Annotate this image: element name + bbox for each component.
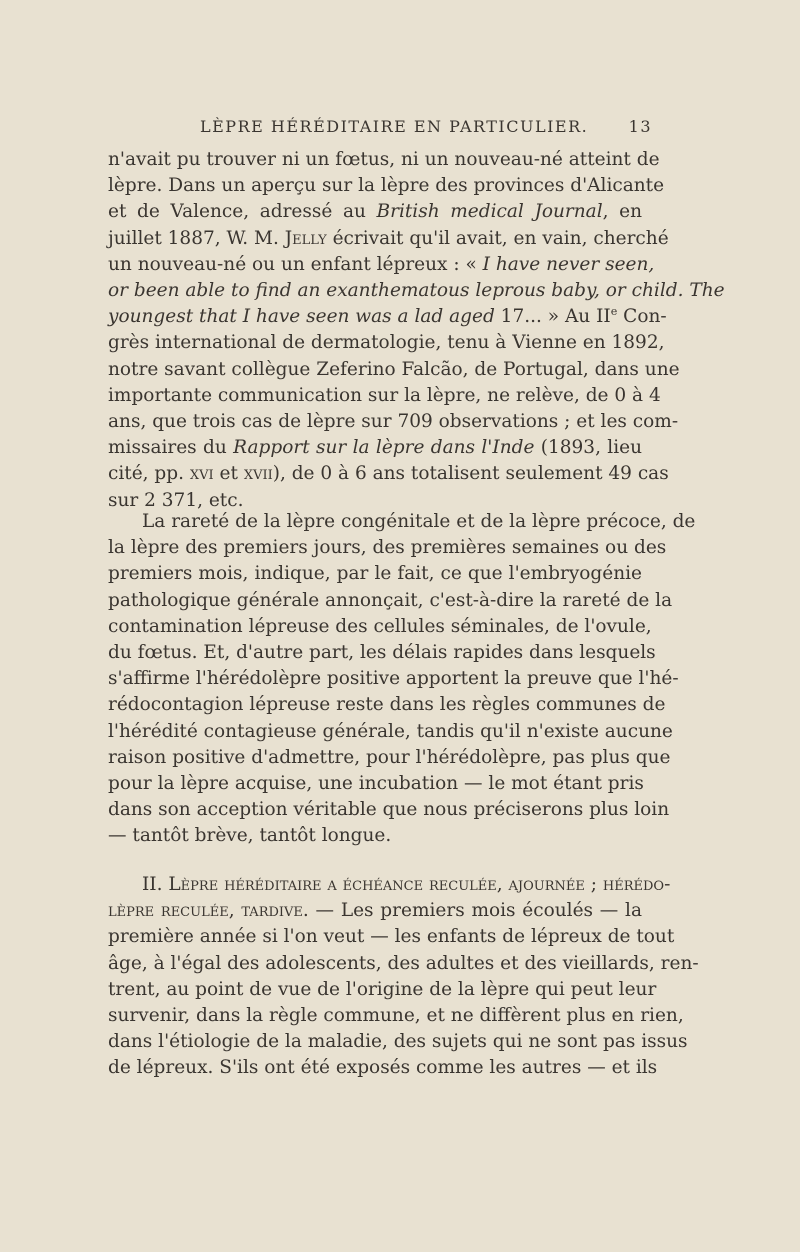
text-line: raison positive d'admettre, pour l'hérédolèpre, pas plus que bbox=[108, 746, 671, 768]
text-line: lèpre reculée, tardive. — Les premiers mois écoulés — la bbox=[108, 900, 642, 922]
section-heading: Lèpre héréditaire a échéance reculée, ajournée ; hérédo- bbox=[168, 874, 671, 895]
journal-title: British medical Journal bbox=[376, 201, 603, 223]
section-ii bbox=[108, 872, 699, 1082]
text-line: dans son acception véritable que nous préciserons plus loin bbox=[108, 799, 670, 821]
text-line: notre savant collègue Zeferino Falcão, de Portugal, dans une bbox=[108, 358, 680, 380]
english-quote: youngest that I have seen was a lad aged bbox=[108, 306, 495, 328]
text-line: ans, que trois cas de lèpre sur 709 observations ; et les com- bbox=[108, 411, 679, 433]
text-line: — tantôt brève, tantôt longue. bbox=[108, 825, 392, 847]
text-line: du fœtus. Et, d'autre part, les délais rapides dans lesquels bbox=[108, 642, 656, 664]
text-line: pour la lèpre acquise, une incubation — le mot étant pris bbox=[108, 773, 644, 795]
report-title: Rapport sur la lèpre dans l'Inde bbox=[233, 437, 535, 459]
text-line: youngest that I have seen was a lad aged 17... » Au IIe Con- bbox=[108, 305, 667, 328]
section-numeral: II. bbox=[142, 874, 169, 895]
text-line: missaires du Rapport sur la lèpre dans l'Inde (1893, lieu bbox=[108, 437, 643, 459]
section-heading: lèpre reculée, tardive. bbox=[108, 900, 309, 922]
text-line: un nouveau-né ou un enfant lépreux : « I have never seen, bbox=[108, 253, 655, 275]
text-line: dans l'étiologie de la maladie, des sujets qui ne sont pas issus bbox=[108, 1031, 688, 1053]
text-line bbox=[108, 278, 725, 304]
text-line: lèpre. Dans un aperçu sur la lèpre des provinces d'Alicante bbox=[108, 175, 665, 197]
text-line: pathologique générale annonçait, c'est-à-dire la rareté de la bbox=[108, 589, 673, 611]
text-line: et de Valence, adressé au British medical Journal, en bbox=[108, 201, 642, 223]
paragraph-2 bbox=[108, 509, 696, 850]
text-line: rédocontagion lépreuse reste dans les règles communes de bbox=[108, 694, 666, 716]
text-line: juillet 1887, W. M. Jelly écrivait qu'il avait, en vain, cherché bbox=[108, 227, 669, 249]
text-line: contamination lépreuse des cellules séminales, de l'ovule, bbox=[108, 615, 652, 637]
text-line: âge, à l'égal des adolescents, des adultes et des vieillards, ren- bbox=[108, 952, 699, 974]
english-quote: I have never seen, bbox=[482, 253, 655, 275]
paragraph-1 bbox=[108, 147, 725, 514]
text-line: survenir, dans la règle commune, et ne diffèrent plus en rien, bbox=[108, 1005, 684, 1027]
text-line: s'affirme l'hérédolèpre positive apportent la preuve que l'hé- bbox=[108, 668, 679, 690]
text-line: de lépreux. S'ils ont été exposés comme les autres — et ils bbox=[108, 1057, 658, 1079]
text-line: n'avait pu trouver ni un fœtus, ni un nouveau-né atteint de bbox=[108, 149, 660, 170]
text-line: sur 2 371, etc. bbox=[108, 489, 244, 511]
running-title: LÈPRE HÉRÉDITAIRE EN PARTICULIER. bbox=[200, 117, 589, 136]
text-line: cité, pp. xvi et xvii), de 0 à 6 ans totalisent seulement 49 cas bbox=[108, 463, 669, 485]
text-line: importante communication sur la lèpre, ne relève, de 0 à 4 bbox=[108, 384, 661, 406]
section-heading-line bbox=[108, 872, 671, 898]
text-line: l'hérédité contagieuse générale, tandis qu'il n'existe aucune bbox=[108, 720, 673, 742]
text-line: premiers mois, indique, par le fait, ce que l'embryogénie bbox=[108, 563, 642, 585]
author-name: Jelly bbox=[284, 227, 327, 249]
page-number: 13 bbox=[628, 117, 652, 136]
text-line: la lèpre des premiers jours, des premières semaines ou des bbox=[108, 537, 667, 559]
text-line: première année si l'on veut — les enfants de lépreux de tout bbox=[108, 926, 675, 948]
text-line: La rareté de la lèpre congénitale et de la lèpre précoce, de bbox=[142, 511, 696, 532]
text-line: grès international de dermatologie, tenu à Vienne en 1892, bbox=[108, 332, 665, 354]
text-line: trent, au point de vue de l'origine de la lèpre qui peut leur bbox=[108, 978, 657, 1000]
english-quote: or been able to find an exanthematous leprous baby, or child. The bbox=[108, 280, 725, 302]
